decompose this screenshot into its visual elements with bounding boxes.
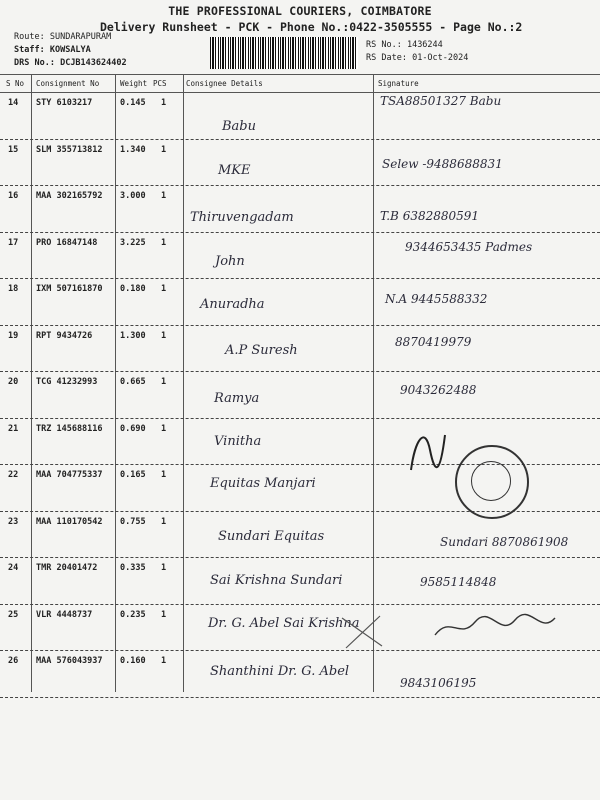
row-pcs: 1 bbox=[161, 516, 167, 527]
row-pcs: 1 bbox=[161, 144, 167, 155]
row-sno: 21 bbox=[8, 423, 19, 434]
row-signature-handwriting: 9843106195 bbox=[400, 676, 477, 690]
col-signature-header: Signature bbox=[378, 79, 419, 88]
rs-no-line bbox=[366, 40, 443, 50]
header-bottom-border bbox=[0, 92, 600, 93]
row-consignment-no: RPT 9434726 bbox=[36, 330, 93, 341]
row-sno: 22 bbox=[8, 470, 19, 480]
row-consignment-no: TRZ 145688116 bbox=[36, 423, 103, 434]
row-weight: 0.165 bbox=[120, 470, 146, 480]
row-consignee-handwriting: A.P Suresh bbox=[225, 342, 298, 358]
row-consignee-handwriting: Anuradha bbox=[200, 297, 265, 312]
row-consignment-no: SLM 355713812 bbox=[36, 144, 103, 155]
row-consignment-no: MAA 302165792 bbox=[36, 191, 103, 201]
row-pcs: 1 bbox=[161, 423, 167, 434]
row-divider bbox=[0, 371, 600, 372]
runsheet-title: Delivery Runsheet - PCK - Phone No.:0422-3505555 - Page No.:2 bbox=[100, 20, 523, 34]
row-sno: 20 bbox=[8, 377, 19, 387]
rs-date-label: RS Date: bbox=[366, 53, 407, 63]
row-divider bbox=[0, 325, 600, 326]
row-consignee-handwriting: MKE bbox=[218, 162, 251, 178]
col-weight-header: Weight bbox=[120, 79, 148, 88]
row-pcs: 1 bbox=[161, 656, 167, 666]
row-consignment-no: STY 6103217 bbox=[36, 98, 93, 108]
row-weight: 1.300 bbox=[120, 330, 146, 341]
route-label: Route: bbox=[14, 32, 45, 42]
row-divider bbox=[0, 185, 600, 186]
row-divider bbox=[0, 278, 600, 279]
row-pcs: 1 bbox=[161, 191, 167, 201]
row-weight: 0.690 bbox=[120, 423, 146, 434]
row-sno: 19 bbox=[8, 330, 19, 341]
row-sno: 18 bbox=[8, 284, 19, 294]
col-consignment-header: Consignment No bbox=[36, 79, 100, 88]
drs-value: DCJB143624402 bbox=[60, 58, 127, 68]
row-pcs: 1 bbox=[161, 470, 167, 480]
row-divider bbox=[0, 418, 600, 419]
row-consignment-no: TMR 20401472 bbox=[36, 563, 98, 573]
row-sno: 14 bbox=[8, 98, 19, 108]
row-weight: 0.180 bbox=[120, 284, 146, 294]
table-top-border bbox=[0, 74, 600, 75]
row-pcs: 1 bbox=[161, 237, 167, 248]
row-sno: 25 bbox=[8, 609, 19, 620]
row-sno: 17 bbox=[8, 237, 19, 248]
row-divider bbox=[0, 557, 600, 558]
row-weight: 0.665 bbox=[120, 377, 146, 387]
row-signature-handwriting: 9585114848 bbox=[420, 575, 497, 589]
row-consignment-no: PRO 16847148 bbox=[36, 237, 98, 248]
col-consignee-header: Consignee Details bbox=[186, 79, 263, 88]
row-signature-handwriting: T.B 6382880591 bbox=[380, 209, 480, 223]
row-consignee-handwriting: Shanthini Dr. G. Abel bbox=[210, 664, 350, 679]
signature-scribble bbox=[405, 420, 450, 480]
row-signature-handwriting: TSA88501327 Babu bbox=[380, 94, 502, 108]
row-pcs: 1 bbox=[161, 284, 167, 294]
col-divider bbox=[373, 74, 374, 692]
drs-label: DRS No.: bbox=[14, 58, 55, 68]
row-weight: 0.755 bbox=[120, 516, 146, 527]
rs-no-value: 1436244 bbox=[406, 40, 443, 50]
row-consignee-handwriting: Sundari Equitas bbox=[218, 528, 325, 544]
row-sno: 15 bbox=[8, 144, 19, 155]
row-consignee-handwriting: Dr. G. Abel Sai Krishna bbox=[208, 615, 360, 631]
col-divider bbox=[31, 74, 32, 692]
row-divider bbox=[0, 232, 600, 233]
row-consignment-no: MAA 704775337 bbox=[36, 470, 103, 480]
staff-line bbox=[14, 45, 91, 55]
row-signature-handwriting: 9344653435 Padmes bbox=[405, 239, 533, 254]
row-sno: 26 bbox=[8, 656, 19, 666]
signature-scribble bbox=[430, 610, 560, 645]
row-signature-handwriting: 9043262488 bbox=[400, 383, 477, 397]
row-consignee-handwriting: John bbox=[215, 253, 245, 269]
rs-date-line bbox=[366, 53, 468, 63]
row-weight: 3.000 bbox=[120, 191, 146, 201]
row-divider bbox=[0, 139, 600, 140]
row-consignment-no: MAA 576043937 bbox=[36, 656, 103, 666]
row-consignment-no: MAA 110170542 bbox=[36, 516, 103, 527]
row-divider bbox=[0, 697, 600, 698]
row-sno: 16 bbox=[8, 191, 19, 201]
row-sno: 24 bbox=[8, 563, 19, 573]
col-divider bbox=[183, 74, 184, 692]
row-consignment-no: TCG 41232993 bbox=[36, 377, 98, 387]
row-weight: 0.160 bbox=[120, 656, 146, 666]
row-pcs: 1 bbox=[161, 377, 167, 387]
row-consignee-handwriting: Equitas Manjari bbox=[210, 476, 316, 491]
row-signature-handwriting: N.A 9445588332 bbox=[385, 292, 488, 306]
row-signature-handwriting: Sundari 8870861908 bbox=[440, 534, 569, 549]
row-signature-handwriting: 8870419979 bbox=[395, 334, 472, 349]
barcode bbox=[210, 37, 358, 69]
row-consignment-no: IXM 507161870 bbox=[36, 284, 103, 294]
company-title: THE PROFESSIONAL COURIERS, COIMBATORE bbox=[168, 4, 432, 18]
row-signature-handwriting: Selew -9488688831 bbox=[382, 156, 503, 171]
cross-scribble bbox=[338, 612, 388, 652]
row-consignee-handwriting: Vinitha bbox=[214, 433, 262, 449]
row-consignee-handwriting: Thiruvengadam bbox=[190, 210, 294, 225]
rs-no-label: RS No.: bbox=[366, 40, 402, 50]
row-consignee-handwriting: Ramya bbox=[214, 391, 260, 406]
rs-date-value: 01-Oct-2024 bbox=[412, 53, 469, 63]
staff-label: Staff: bbox=[14, 45, 45, 55]
row-weight: 0.235 bbox=[120, 609, 146, 620]
drs-line bbox=[14, 58, 127, 68]
row-divider bbox=[0, 650, 600, 651]
row-weight: 0.145 bbox=[120, 98, 146, 108]
stamp-inner-ring bbox=[471, 461, 511, 501]
row-consignment-no: VLR 4448737 bbox=[36, 609, 93, 620]
row-pcs: 1 bbox=[161, 330, 167, 341]
row-pcs: 1 bbox=[161, 609, 167, 620]
row-weight: 0.335 bbox=[120, 563, 146, 573]
col-pcs-header: PCS bbox=[153, 79, 167, 88]
row-weight: 1.340 bbox=[120, 144, 146, 155]
staff-value: KOWSALYA bbox=[49, 45, 91, 55]
row-consignee-handwriting: Sai Krishna Sundari bbox=[210, 573, 343, 588]
route-value: SUNDARAPURAM bbox=[49, 32, 112, 42]
row-weight: 3.225 bbox=[120, 237, 146, 248]
row-pcs: 1 bbox=[161, 98, 167, 108]
row-pcs: 1 bbox=[161, 563, 167, 573]
row-sno: 23 bbox=[8, 516, 19, 527]
col-sno-header: S No bbox=[6, 79, 25, 88]
row-divider bbox=[0, 604, 600, 605]
col-divider bbox=[115, 74, 116, 692]
row-consignee-handwriting: Babu bbox=[222, 119, 256, 134]
company-seal-stamp bbox=[455, 445, 529, 519]
route-line bbox=[14, 32, 111, 42]
